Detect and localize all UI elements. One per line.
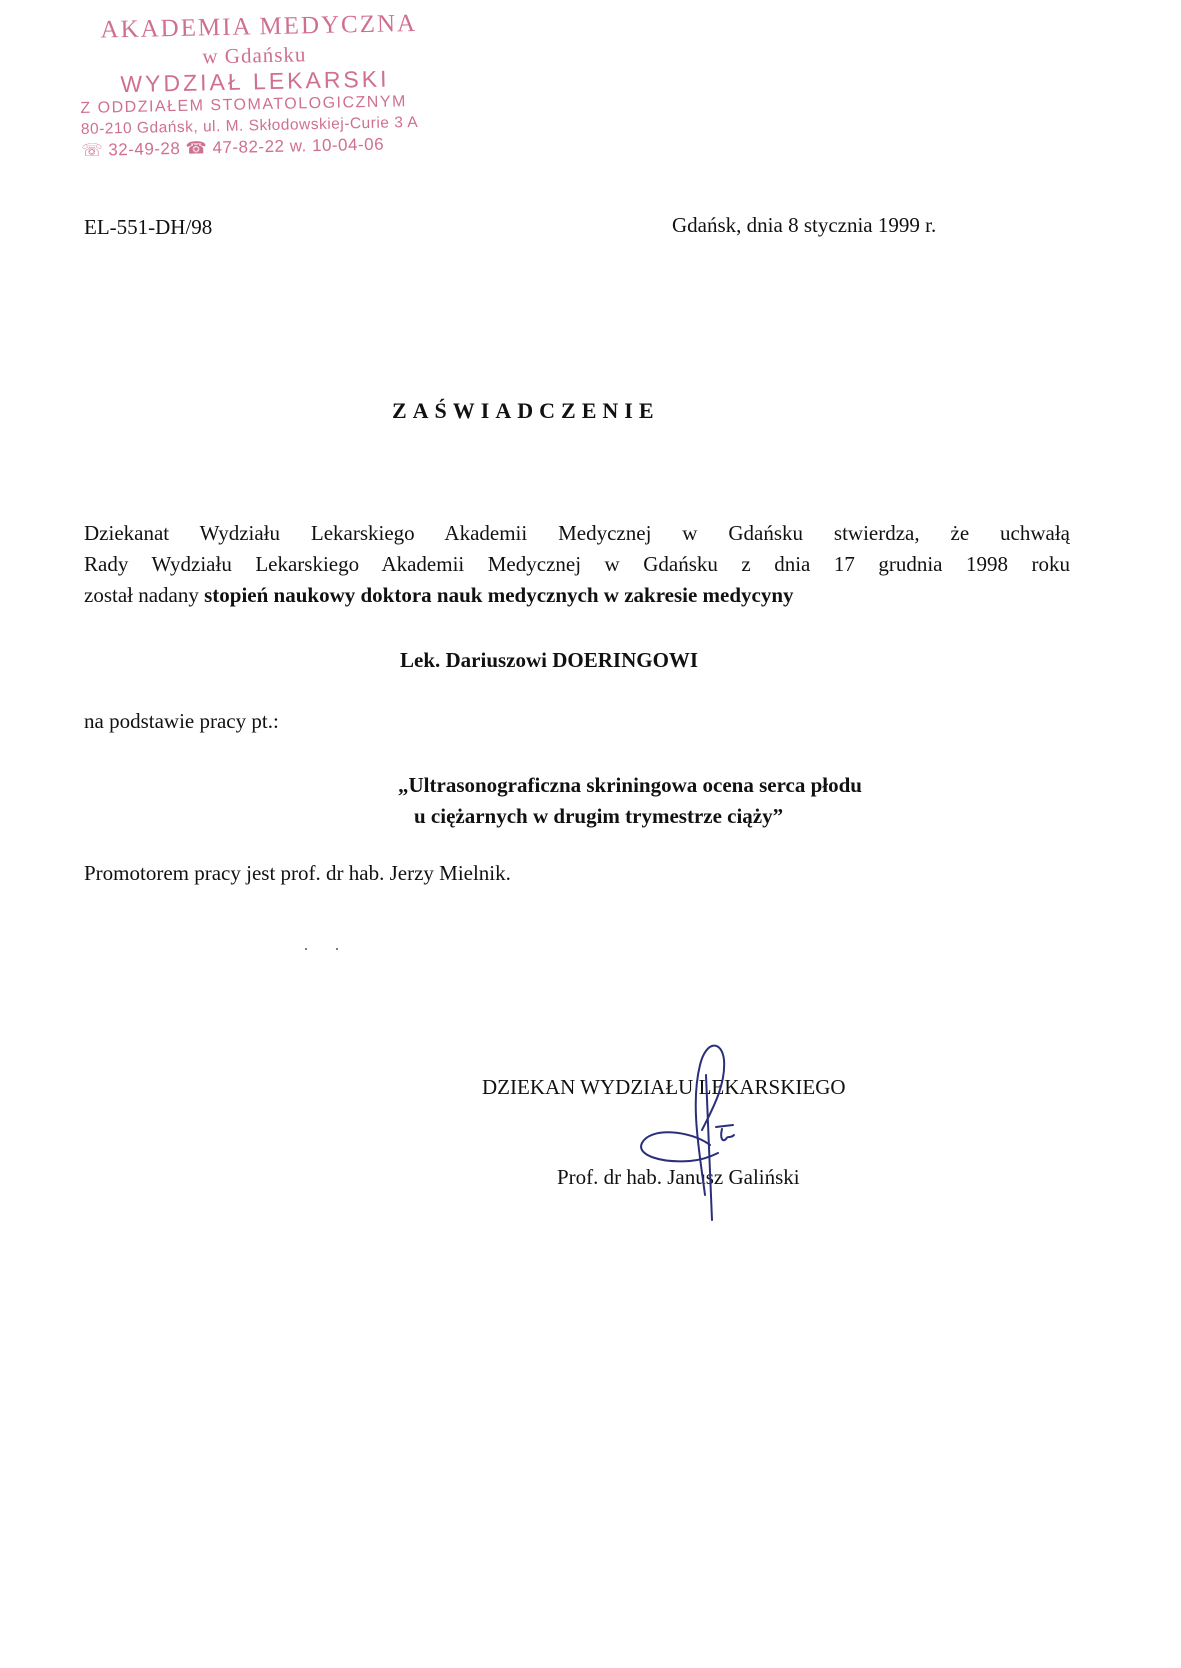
body-line-1: Dziekanat Wydziału Lekarskiego Akademii Medycznej w Gdańsku stwierdza, że uchwałą	[84, 521, 1070, 545]
body-line-2: Rady Wydziału Lekarskiego Akademii Medycznej w Gdańsku z dnia 17 grudnia 1998 roku	[84, 552, 1070, 576]
dean-name: Prof. dr hab. Janusz Galiński	[557, 1165, 800, 1189]
document-title: ZAŚWIADCZENIE	[392, 398, 660, 423]
recipient-name: Lek. Dariuszowi DOERINGOWI	[400, 648, 699, 672]
basis-label: na podstawie pracy pt.:	[84, 709, 279, 733]
institution-stamp	[79, 8, 462, 161]
certificate-body	[84, 518, 1070, 611]
stray-marks	[305, 948, 345, 954]
thesis-title	[398, 770, 862, 832]
stamp-line-academy: AKADEMIA MEDYCZNA	[100, 9, 418, 44]
stamp-line-department: Z ODDZIAŁEM STOMATOLOGICZNYM	[80, 93, 408, 117]
degree-description: stopień naukowy doktora nauk medycznych w zakresie medycyny	[204, 583, 794, 607]
stamp-line-city: w Gdańsku	[202, 42, 307, 69]
stamp-line-phones: ☏ 32-49-28 ☎ 47-82-22 w. 10-04-06	[81, 134, 385, 160]
body-line-3	[84, 580, 1070, 611]
thesis-title-line-2: u ciężarnych w drugim trymestrze ciąży”	[414, 804, 784, 828]
document-reference: EL-551-DH/98	[84, 215, 213, 239]
thesis-title-line-1: „Ultrasonograficzna skriningowa ocena serca płodu	[398, 773, 862, 797]
place-and-date: Gdańsk, dnia 8 stycznia 1999 r.	[672, 213, 937, 237]
body-line-3-plain: został nadany	[84, 583, 205, 607]
dean-position: DZIEKAN WYDZIAŁU LEKARSKIEGO	[482, 1075, 846, 1099]
handwritten-signature	[630, 1035, 790, 1235]
stamp-line-faculty: WYDZIAŁ LEKARSKI	[120, 65, 390, 98]
promoter-statement: Promotorem pracy jest prof. dr hab. Jerzy Mielnik.	[84, 861, 511, 885]
stamp-line-address: 80-210 Gdańsk, ul. M. Skłodowskiej-Curie 3 A	[80, 113, 419, 138]
